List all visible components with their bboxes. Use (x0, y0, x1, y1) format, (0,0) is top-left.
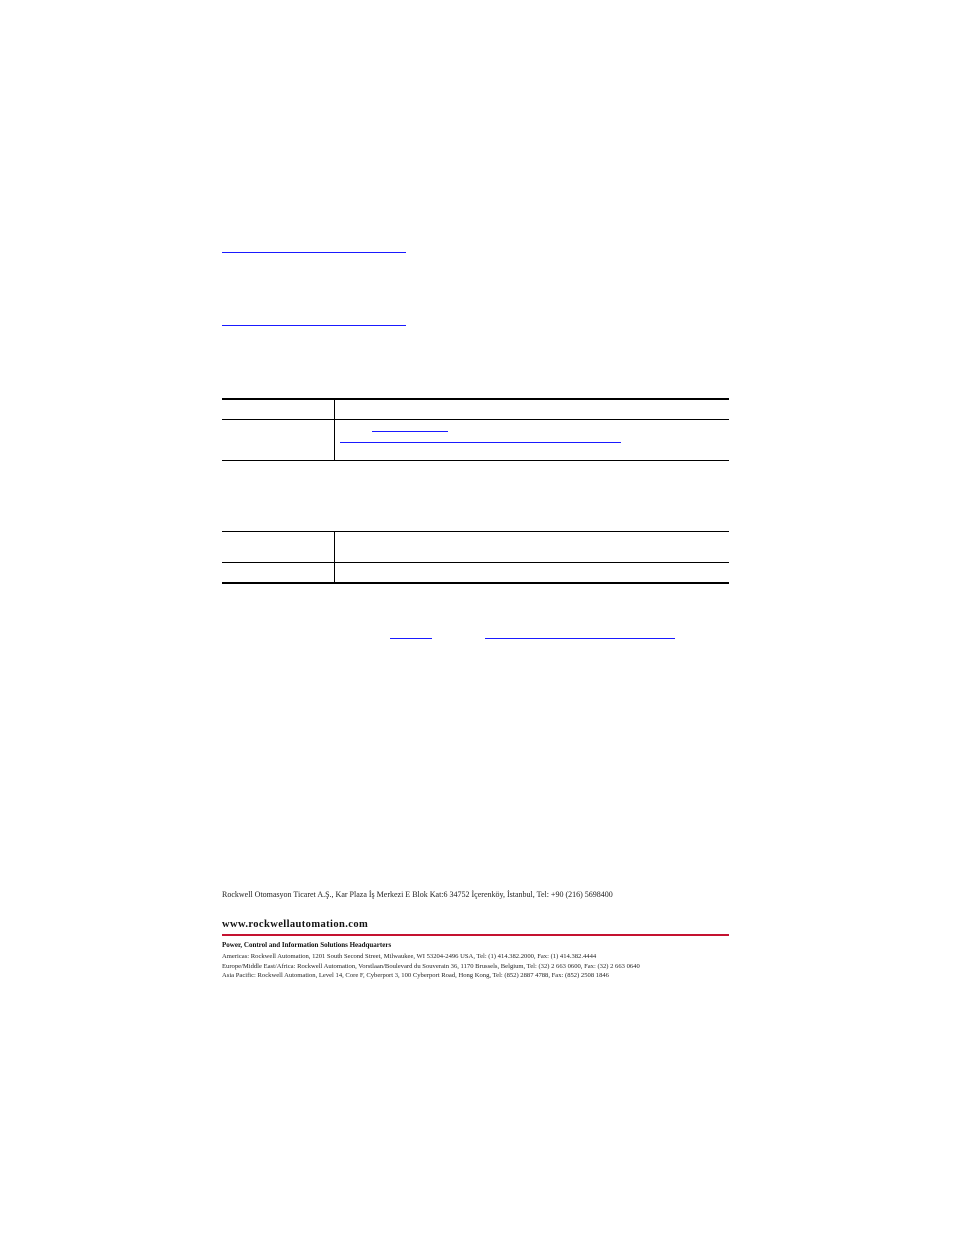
inline-link-2[interactable] (485, 638, 675, 639)
support-link-1[interactable] (222, 252, 406, 253)
hq-apac-address: Asia Pacific: Rockwell Automation, Level 14, Core F, Cyberport 3, 100 Cyberport Road, Hong Kong, Tel: (852) 2887 4788, Fax: (852) 2508 1846 (222, 972, 609, 979)
table-1-bottom-rule (222, 460, 729, 461)
table-2-top-rule (222, 531, 729, 532)
headquarters-title: Power, Control and Information Solutions Headquarters (222, 941, 392, 949)
table-1-row-divider (222, 419, 729, 420)
table-1-link-b[interactable] (340, 442, 621, 443)
hq-emea-address: Europe/Middle East/Africa: Rockwell Automation, Vorstlaan/Boulevard du Souverain 36, 1170 Brussels, Belgium, Tel: (32) 2 663 0600, Fax: (32) 2 663 0640 (222, 963, 640, 970)
table-2-bottom-rule (222, 582, 729, 584)
footer-red-rule (222, 934, 729, 936)
website-url[interactable]: www.rockwellautomation.com (222, 919, 369, 930)
table-2-column-divider (334, 531, 335, 582)
hq-americas-address: Americas: Rockwell Automation, 1201 South Second Street, Milwaukee, WI 53204-2496 USA, Tel: (1) 414.382.2000, Fax: (1) 414.382.4444 (222, 953, 597, 960)
inline-link-1[interactable] (390, 638, 432, 639)
table-1-top-rule (222, 398, 729, 400)
table-2-row-divider (222, 562, 729, 563)
table-1-column-divider (334, 398, 335, 460)
turkey-office-address: Rockwell Otomasyon Ticaret A.Ş., Kar Plaza İş Merkezi E Blok Kat:6 34752 İçerenköy, İstanbul, Tel: +90 (216) 5698400 (222, 890, 613, 899)
table-1-link-a[interactable] (372, 431, 448, 432)
support-link-2[interactable] (222, 325, 406, 326)
